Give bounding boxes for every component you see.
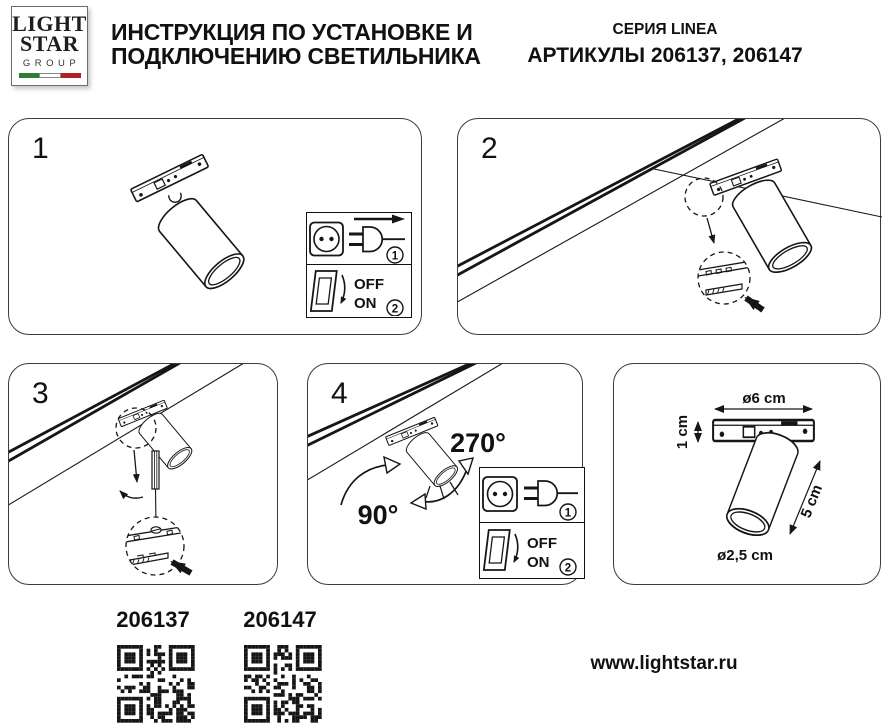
step-1-number: 1 [32, 132, 49, 165]
angle-270-label: 270° [450, 428, 506, 458]
dim-body-length-label: 5 cm [797, 482, 827, 521]
qr-code-left [117, 645, 195, 723]
article-number-left: 206137 [116, 607, 190, 632]
callout-leader-arrow [134, 450, 137, 482]
flag-red [61, 73, 81, 78]
title-line-1: ИНСТРУКЦИЯ ПО УСТАНОВКЕ И [111, 19, 473, 45]
step-2-number: 2 [481, 132, 498, 165]
socket-icon [310, 223, 343, 256]
step-2-illustration [458, 119, 882, 336]
step-1-badge: 1 [564, 507, 572, 520]
power-connection-info-box [306, 212, 412, 318]
series-label: СЕРИЯ LINEA [612, 21, 718, 38]
attachment-point-callout-circle [685, 178, 723, 216]
track-rails [9, 364, 249, 507]
plug-in-step [307, 213, 411, 265]
logo-word-star: STAR [19, 31, 80, 57]
step-2-panel [457, 118, 881, 335]
step-4-number: 4 [331, 377, 348, 410]
logo-word-light: LIGHT [12, 11, 87, 36]
switch-on-step [307, 265, 411, 316]
step-3-number: 3 [32, 377, 49, 410]
screwdriver-icon [152, 451, 159, 524]
wall-switch-icon [484, 530, 510, 570]
step-2-badge: 2 [564, 562, 572, 575]
off-label: OFF [527, 535, 557, 552]
socket-icon [483, 477, 517, 511]
website-url: www.lightstar.ru [590, 653, 738, 674]
callout-leader-arrow [707, 218, 714, 243]
switch-on-step [480, 523, 584, 577]
page-title [111, 20, 481, 69]
italian-flag-bar [19, 73, 81, 78]
rotate-arrow [120, 491, 143, 498]
step-3-illustration [9, 364, 279, 586]
rotation-arrow-90 [341, 457, 400, 505]
switch-toggle-arrow-icon [514, 534, 518, 562]
power-connection-info-box [479, 467, 585, 579]
step-1-panel [8, 118, 422, 335]
plug-icon [524, 481, 578, 506]
articles-label: АРТИКУЛЫ 206137, 206147 [527, 44, 803, 67]
plug-in-step [480, 468, 584, 523]
insert-connector-arrow [746, 298, 763, 310]
step-4-panel [307, 363, 583, 585]
logo-word-group: GROUP [22, 58, 81, 70]
dim-body-diameter-label: ø2,5 cm [717, 547, 773, 564]
on-label: ON [527, 554, 550, 571]
insert-direction-arrow-icon [354, 215, 405, 224]
dim-track-width-label: ø6 cm [742, 390, 786, 407]
step-1-badge: 1 [391, 250, 399, 263]
on-label: ON [354, 295, 377, 312]
wall-switch-icon [311, 271, 337, 311]
track-rails [458, 119, 882, 305]
article-number-right: 206147 [243, 607, 317, 632]
insert-connector-arrow [172, 562, 191, 573]
dim-track-height [674, 415, 698, 449]
dim-track-height-label: 1 cm [674, 414, 691, 450]
qr-code-right [244, 645, 322, 723]
angle-90-label: 90° [357, 500, 399, 530]
flag-white [39, 73, 61, 78]
dimensions-panel [613, 363, 881, 585]
switch-toggle-arrow-icon [341, 275, 345, 303]
lightstar-logo [11, 6, 88, 86]
step-2-badge: 2 [391, 303, 399, 316]
step-3-panel [8, 363, 278, 585]
dimensions-illustration [614, 364, 882, 586]
off-label: OFF [354, 276, 384, 293]
dim-body-length [790, 461, 826, 534]
title-line-2: ПОДКЛЮЧЕНИЮ СВЕТИЛЬНИКА [111, 43, 481, 70]
flag-green [19, 73, 39, 78]
dim-track-width [715, 390, 812, 409]
track-rails [308, 364, 508, 482]
